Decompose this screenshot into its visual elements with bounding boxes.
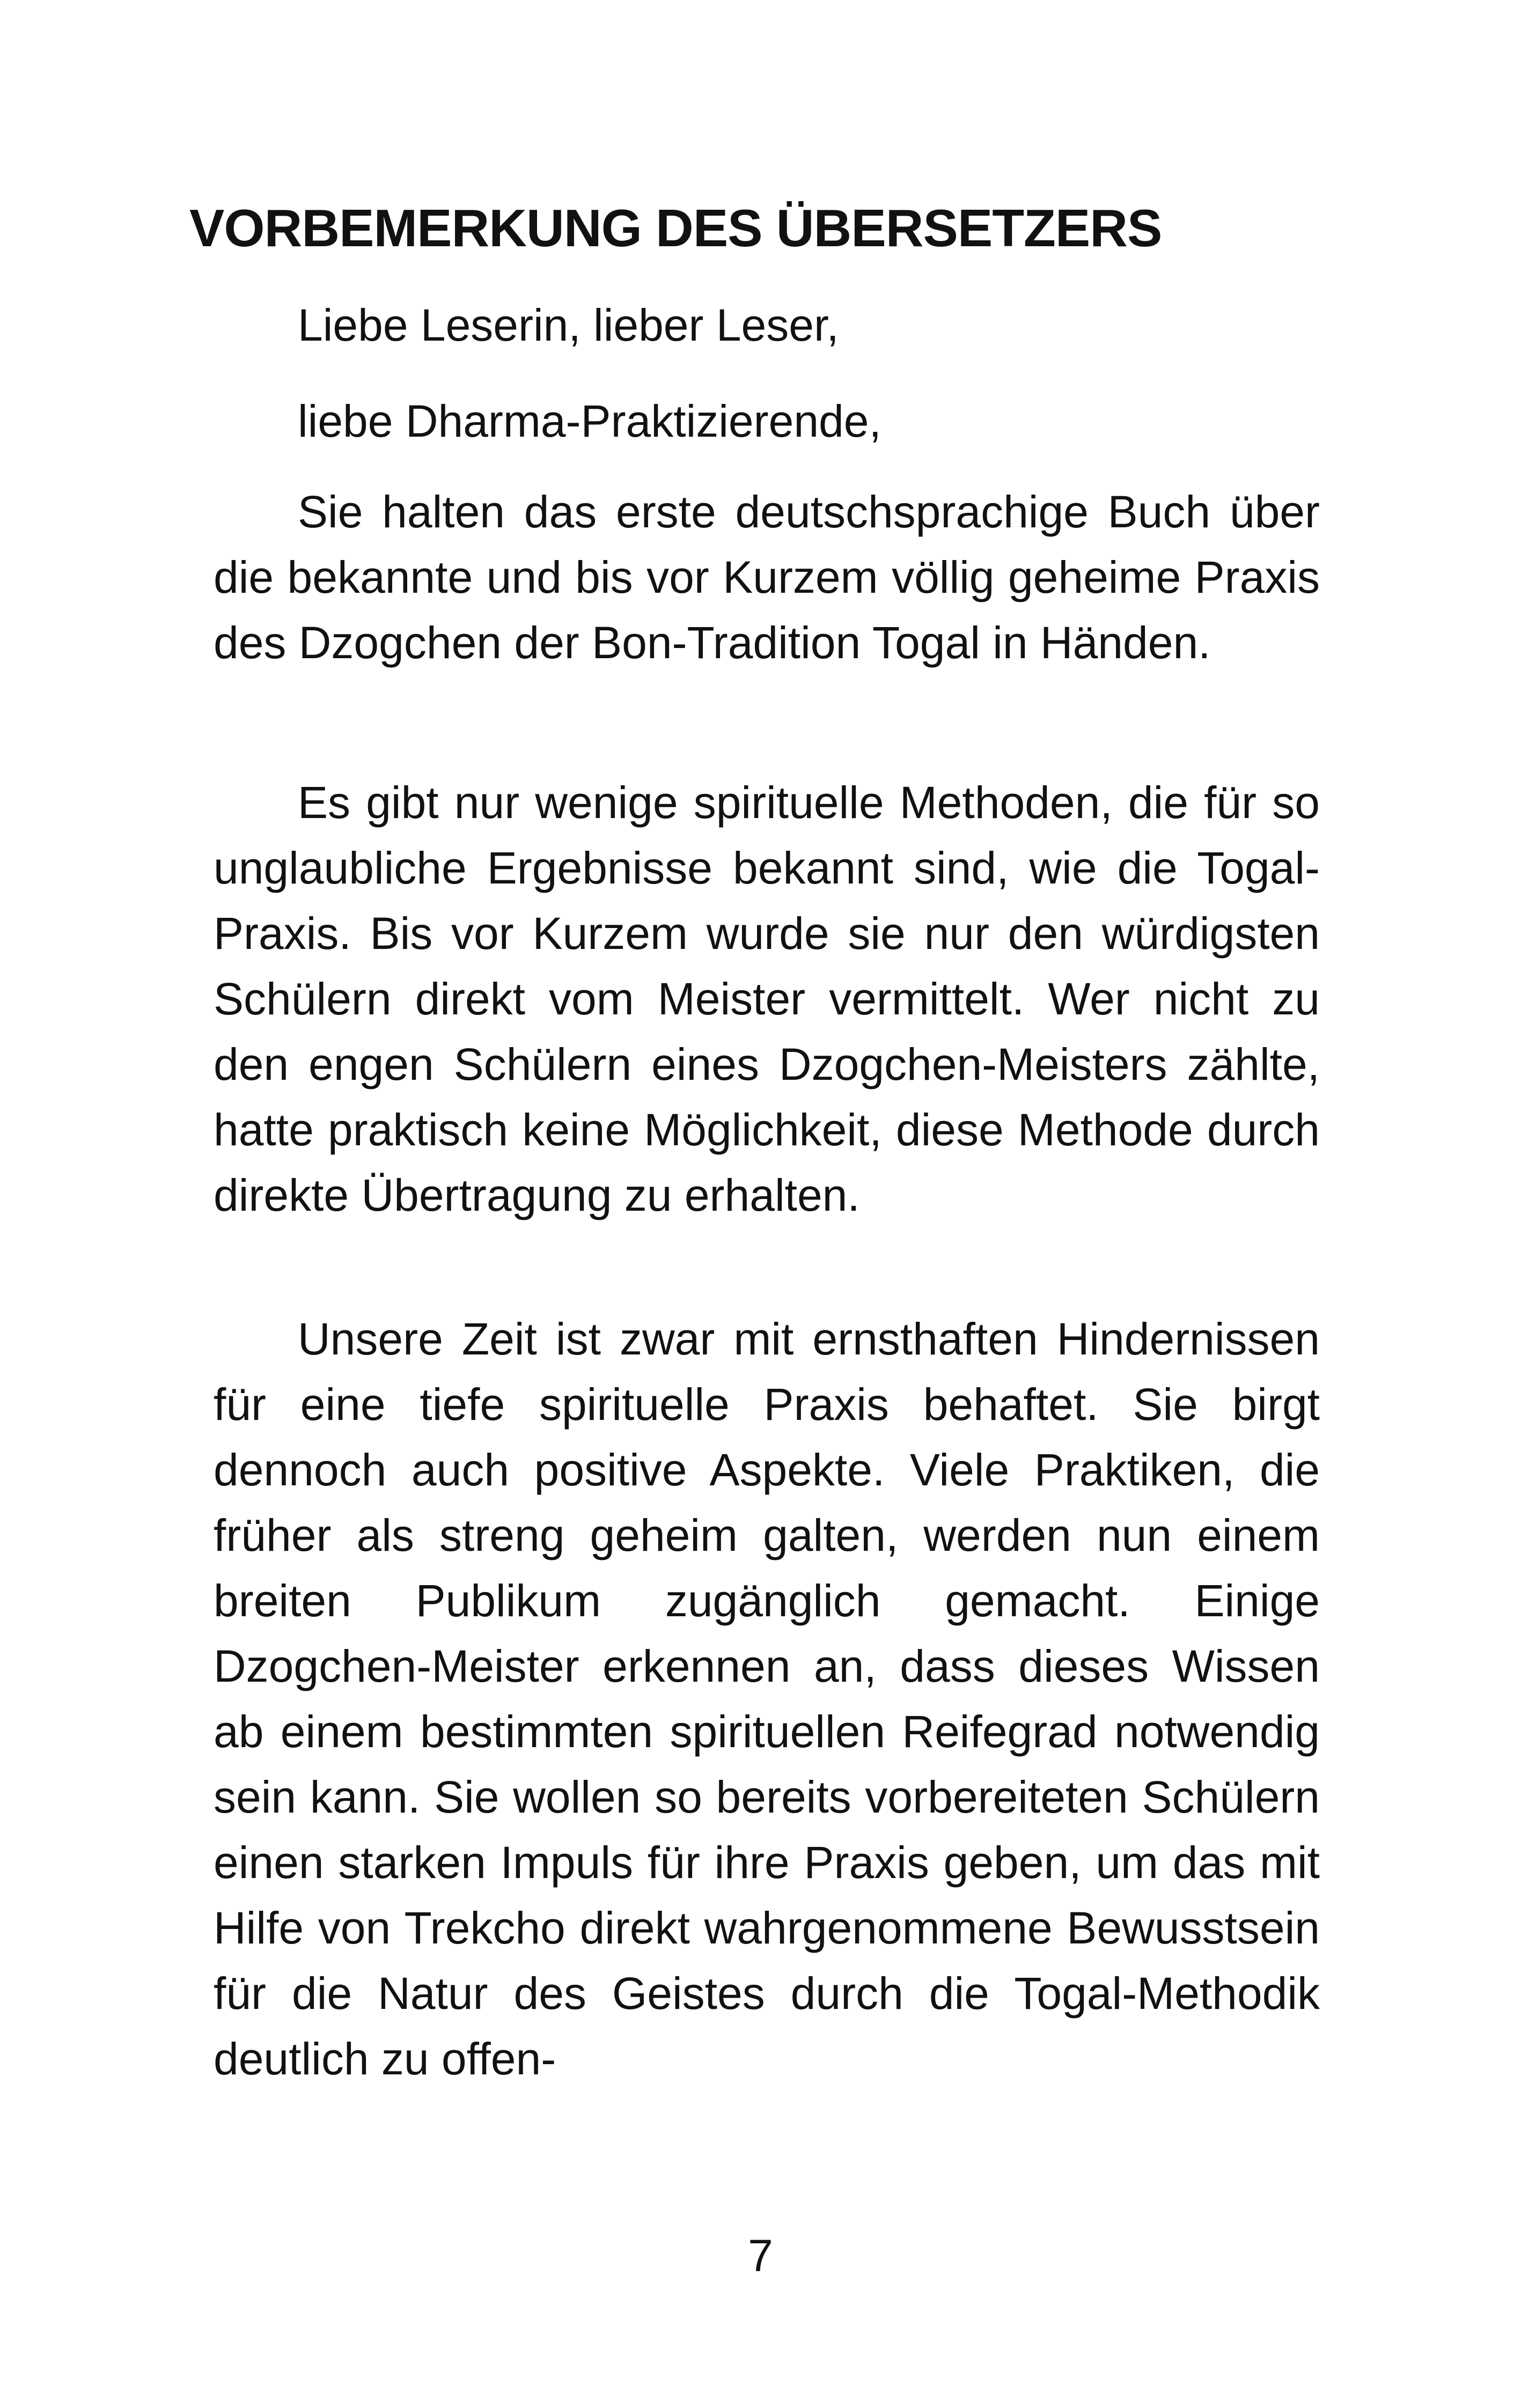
- salutation-line-1: Liebe Leserin, lieber Leser,: [298, 300, 839, 350]
- chapter-heading: VORBEMERKUNG DES ÜBERSETZERS: [189, 198, 1162, 257]
- paragraph-2: Es gibt nur wenige spirituelle Methoden, die für so unglaubliche Ergebnisse bekannt sind, wie die Togal-Praxis. Bis vor Kurzem wurde sie nur den würdigsten Schülern direkt vom Meister vermittelt. Wer nicht zu den engen Schülern eines Dzogchen-Meisters zählte, hatte praktisch keine Möglichkeit, diese Methode durch direkte Übertragung zu erhalten.: [214, 777, 1320, 1220]
- paragraph-1: Sie halten das erste deutschsprachige Buch über die bekannte und bis vor Kurzem völlig geheime Praxis des Dzogchen der Bon-Tradition Togal in Händen.: [214, 487, 1320, 668]
- paragraph-3: Unsere Zeit ist zwar mit ernsthaften Hindernissen für eine tiefe spirituelle Praxis behaftet. Sie birgt dennoch auch positive Aspekte. Viele Praktiken, die früher als streng geheim galten, werden nun einem breiten Publikum zugänglich gemacht. Einige Dzogchen-Meister erkennen an, dass dieses Wissen ab einem bestimmten spirituellen Reifegrad notwendig sein kann. Sie wollen so bereits vorbereiteten Schülern einen starken Impuls für ihre Praxis geben, um das mit Hilfe von Trekcho direkt wahrgenommene Bewusstsein für die Natur des Geistes durch die Togal-Methodik deutlich zu offen-: [214, 1314, 1320, 2084]
- page-number: 7: [748, 2230, 773, 2281]
- salutation-line-2: liebe Dharma-Praktizierende,: [298, 396, 881, 446]
